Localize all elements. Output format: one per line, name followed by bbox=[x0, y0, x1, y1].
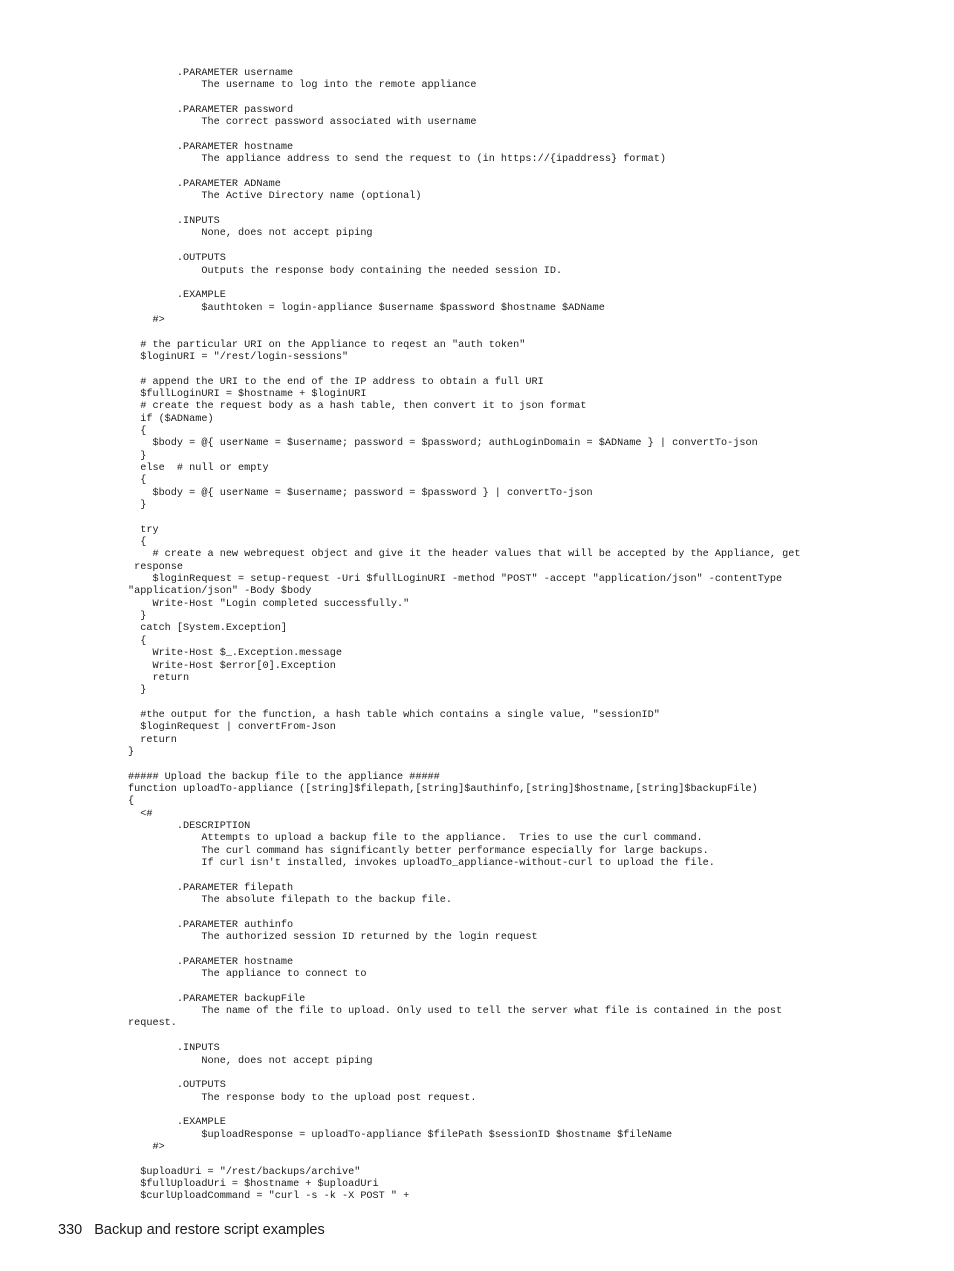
code-line: # append the URI to the end of the IP address to obtain a full URI bbox=[128, 376, 544, 388]
code-line: # the particular URI on the Appliance to reqest an "auth token" bbox=[128, 339, 526, 351]
code-line: If curl isn't installed, invokes uploadTo_appliance-without-curl to upload the file. bbox=[128, 858, 715, 869]
code-line: .PARAMETER filepath bbox=[128, 882, 294, 894]
code-line bbox=[128, 130, 928, 142]
code-line: The appliance to connect to bbox=[128, 969, 367, 981]
code-line bbox=[128, 1068, 928, 1080]
code-line bbox=[128, 364, 928, 376]
code-line: Write-Host "Login completed successfully." bbox=[128, 598, 410, 610]
code-line: #> bbox=[128, 314, 165, 326]
code-line: $loginRequest | convertFrom-Json bbox=[128, 722, 336, 734]
code-line: } bbox=[128, 746, 135, 758]
code-line: $curlUploadCommand = "curl -s -k -X POST " + bbox=[128, 1191, 410, 1203]
code-line bbox=[128, 512, 928, 524]
code-line: { bbox=[128, 537, 147, 549]
code-line: .PARAMETER hostname bbox=[128, 142, 294, 154]
code-line: .INPUTS bbox=[128, 216, 220, 228]
code-line: The Active Directory name (optional) bbox=[128, 191, 422, 203]
code-line: $loginRequest = setup-request -Uri $fullLoginURI -method "POST" -accept "application/json" -contentType bbox=[128, 574, 783, 586]
code-line: $fullLoginURI = $hostname + $loginURI bbox=[128, 388, 367, 400]
code-line: ##### Upload the backup file to the appliance ##### bbox=[128, 771, 440, 783]
code-line: .INPUTS bbox=[128, 1043, 220, 1055]
code-line bbox=[128, 698, 928, 710]
code-line: The appliance address to send the request to (in https://{ipaddress} format) bbox=[128, 154, 666, 166]
code-line: request. bbox=[128, 1018, 177, 1030]
code-line: Attempts to upload a backup file to the appliance. Tries to use the curl command. bbox=[128, 833, 703, 845]
code-line: The authorized session ID returned by the login request bbox=[128, 932, 538, 944]
code-line bbox=[128, 1105, 928, 1117]
code-line: { bbox=[128, 425, 147, 437]
code-line: $loginURI = "/rest/login-sessions" bbox=[128, 351, 349, 363]
code-line: $fullUploadUri = $hostname + $uploadUri bbox=[128, 1178, 379, 1190]
code-line: .EXAMPLE bbox=[128, 290, 226, 302]
code-line: } bbox=[128, 685, 147, 697]
code-line: "application/json" -Body $body bbox=[128, 586, 312, 598]
code-line bbox=[128, 1154, 928, 1166]
code-line: #> bbox=[128, 1141, 165, 1153]
code-line: .OUTPUTS bbox=[128, 1080, 226, 1092]
code-line: $uploadUri = "/rest/backups/archive" bbox=[128, 1166, 361, 1178]
code-line: None, does not accept piping bbox=[128, 1055, 373, 1067]
code-line bbox=[128, 167, 928, 179]
code-line: The absolute filepath to the backup file. bbox=[128, 895, 453, 907]
code-line: return bbox=[128, 734, 177, 746]
code-line: #the output for the function, a hash table which contains a single value, "sessionID" bbox=[128, 709, 660, 721]
code-line: <# bbox=[128, 808, 153, 820]
code-line: # create the request body as a hash table, then convert it to json format bbox=[128, 401, 587, 413]
code-line bbox=[128, 759, 928, 771]
code-line: } bbox=[128, 500, 147, 512]
code-line bbox=[128, 1031, 928, 1043]
code-line bbox=[128, 327, 928, 339]
code-line: The username to log into the remote appliance bbox=[128, 80, 477, 92]
code-line bbox=[128, 870, 928, 882]
page-footer bbox=[58, 1222, 325, 1238]
code-line: Outputs the response body containing the needed session ID. bbox=[128, 265, 563, 277]
code-line: The response body to the upload post request. bbox=[128, 1092, 477, 1104]
code-line: The correct password associated with username bbox=[128, 117, 477, 129]
code-line: .PARAMETER authinfo bbox=[128, 919, 294, 931]
code-line: if ($ADName) bbox=[128, 413, 214, 425]
code-line: return bbox=[128, 672, 190, 684]
code-line: The curl command has significantly better performance especially for large backups. bbox=[128, 845, 709, 857]
code-line bbox=[128, 241, 928, 253]
code-line: $uploadResponse = uploadTo-appliance $filePath $sessionID $hostname $fileName bbox=[128, 1129, 673, 1141]
code-line: Write-Host $_.Exception.message bbox=[128, 648, 342, 660]
code-line: None, does not accept piping bbox=[128, 228, 373, 240]
code-line bbox=[128, 93, 928, 105]
code-line: .PARAMETER username bbox=[128, 68, 294, 79]
section-title: Backup and restore script examples bbox=[94, 1222, 325, 1238]
code-line: Write-Host $error[0].Exception bbox=[128, 660, 336, 672]
code-line bbox=[128, 204, 928, 216]
code-listing bbox=[128, 68, 928, 1204]
code-line: $body = @{ userName = $username; password = $password } | convertTo-json bbox=[128, 487, 593, 499]
code-line: { bbox=[128, 796, 135, 808]
code-line: The name of the file to upload. Only used to tell the server what file is contained in the post bbox=[128, 1006, 783, 1018]
code-line: { bbox=[128, 475, 147, 487]
code-line: { bbox=[128, 635, 147, 647]
code-line bbox=[128, 944, 928, 956]
code-line: } bbox=[128, 611, 147, 623]
code-line bbox=[128, 907, 928, 919]
code-line: .EXAMPLE bbox=[128, 1117, 226, 1129]
code-line: } bbox=[128, 450, 147, 462]
code-line: .DESCRIPTION bbox=[128, 820, 251, 832]
code-line: catch [System.Exception] bbox=[128, 623, 287, 635]
code-line bbox=[128, 981, 928, 993]
page-number: 330 bbox=[58, 1222, 83, 1238]
code-line: # create a new webrequest object and give it the header values that will be accepted by the Appliance, get bbox=[128, 549, 801, 561]
code-line: $body = @{ userName = $username; password = $password; authLoginDomain = $ADName } | convertTo-json bbox=[128, 438, 758, 450]
code-line: .PARAMETER ADName bbox=[128, 179, 281, 191]
code-line: else # null or empty bbox=[128, 463, 269, 474]
code-line: .PARAMETER hostname bbox=[128, 956, 294, 968]
code-line: function uploadTo-appliance ([string]$filepath,[string]$authinfo,[string]$hostname,[string]$backupFile) bbox=[128, 783, 758, 795]
code-line: response bbox=[128, 561, 184, 573]
code-line: .PARAMETER backupFile bbox=[128, 993, 306, 1005]
code-line: $authtoken = login-appliance $username $password $hostname $ADName bbox=[128, 302, 605, 314]
code-line: try bbox=[128, 524, 159, 536]
code-line: .PARAMETER password bbox=[128, 105, 294, 117]
code-line: .OUTPUTS bbox=[128, 253, 226, 265]
code-line bbox=[128, 278, 928, 290]
